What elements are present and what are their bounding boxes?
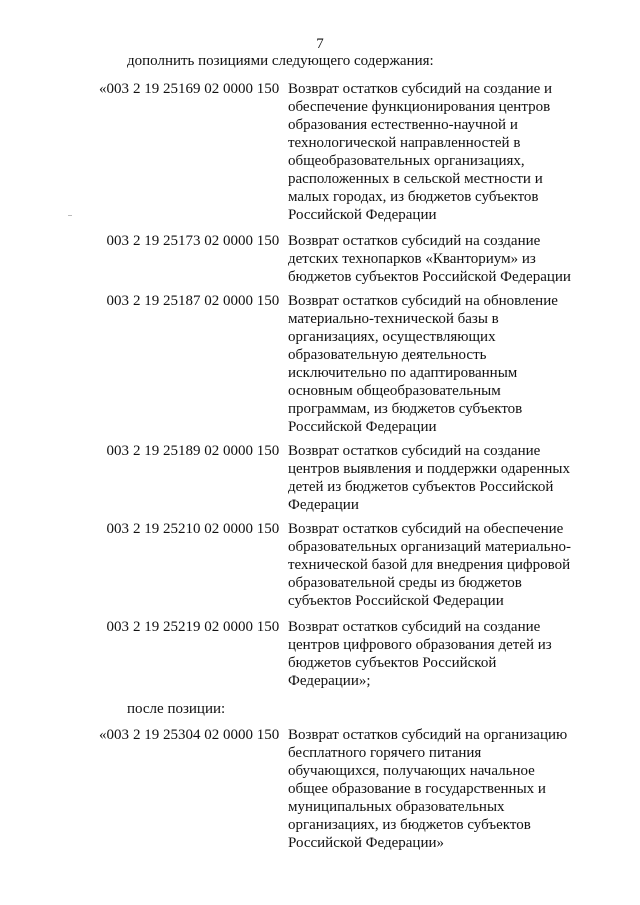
description-line: Федерации <box>288 497 359 513</box>
row-prefix: 003 <box>106 293 129 309</box>
row-prefix: 003 <box>106 619 129 635</box>
description-line: общее образование в государственных и <box>288 781 546 797</box>
row-prefix: 003 <box>106 233 129 249</box>
budget-code: 2 19 25187 02 0000 150 <box>133 293 280 309</box>
row-description <box>288 726 598 852</box>
row-prefix: 003 <box>106 521 129 537</box>
description-line: программам, из бюджетов субъектов <box>288 401 523 417</box>
description-line: Возврат остатков субсидий на обеспечение <box>288 521 564 537</box>
description-line: общеобразовательных организациях, <box>288 153 525 169</box>
budget-code: 2 19 25219 02 0000 150 <box>133 619 280 635</box>
row-description <box>288 80 598 224</box>
description-line: Федерации»; <box>288 673 371 689</box>
description-line: обеспечение функционирования центров <box>288 99 551 115</box>
row-description <box>288 442 598 514</box>
description-line: детских технопарков «Кванториум» из <box>288 251 536 267</box>
row-description <box>288 232 598 286</box>
description-line: организациях, осуществляющих <box>288 329 496 345</box>
budget-code: 2 19 25210 02 0000 150 <box>133 521 280 537</box>
row-prefix: «003 <box>99 81 129 97</box>
description-line: технологической направленностей в <box>288 135 521 151</box>
description-line: Возврат остатков субсидий на создание <box>288 233 541 249</box>
description-line: малых городах, из бюджетов субъектов <box>288 189 539 205</box>
budget-code: 2 19 25169 02 0000 150 <box>133 81 280 97</box>
description-line: Возврат остатков субсидий на обновление <box>288 293 558 309</box>
row-description <box>288 520 598 610</box>
description-line: образовательную деятельность <box>288 347 487 363</box>
description-line: бюджетов субъектов Российской Федерации <box>288 269 571 285</box>
budget-code: 2 19 25173 02 0000 150 <box>133 233 280 249</box>
row-prefix: 003 <box>106 443 129 459</box>
description-line: Возврат остатков субсидий на создание <box>288 443 541 459</box>
description-line: детей из бюджетов субъектов Российской <box>288 479 554 495</box>
description-line: основным общеобразовательным <box>288 383 501 399</box>
description-line: субъектов Российской Федерации <box>288 593 504 609</box>
description-line: материально-технической базы в <box>288 311 499 327</box>
margin-mark <box>68 215 72 216</box>
description-line: Возврат остатков субсидий на создание <box>288 619 541 635</box>
description-line: исключительно по адаптированным <box>288 365 518 381</box>
description-line: бюджетов субъектов Российской <box>288 655 497 671</box>
description-line: Возврат остатков субсидий на создание и <box>288 81 553 97</box>
budget-code: 2 19 25189 02 0000 150 <box>133 443 280 459</box>
row-description <box>288 292 598 436</box>
description-line: образовательных организаций материально- <box>288 539 571 555</box>
description-line: муниципальных образовательных <box>288 799 505 815</box>
description-line: центров цифрового образования детей из <box>288 637 552 653</box>
after-label: после позиции: <box>127 701 226 717</box>
description-line: технической базой для внедрения цифровой <box>288 557 571 573</box>
description-line: Российской Федерации <box>288 419 437 435</box>
description-line: Российской Федерации <box>288 207 437 223</box>
row-prefix: «003 <box>99 727 129 743</box>
page-number: 7 <box>316 36 324 52</box>
description-line: бесплатного горячего питания <box>288 745 482 761</box>
description-line: организациях, из бюджетов субъектов <box>288 817 531 833</box>
budget-code: 2 19 25304 02 0000 150 <box>133 727 280 743</box>
intro-text: дополнить позициями следующего содержания: <box>127 53 434 69</box>
description-line: Возврат остатков субсидий на организацию <box>288 727 568 743</box>
description-line: расположенных в сельской местности и <box>288 171 543 187</box>
row-description <box>288 618 598 690</box>
description-line: образования естественно-научной и <box>288 117 518 133</box>
description-line: образовательной среды из бюджетов <box>288 575 522 591</box>
description-line: Российской Федерации» <box>288 835 445 851</box>
description-line: обучающихся, получающих начальное <box>288 763 535 779</box>
description-line: центров выявления и поддержки одаренных <box>288 461 570 477</box>
